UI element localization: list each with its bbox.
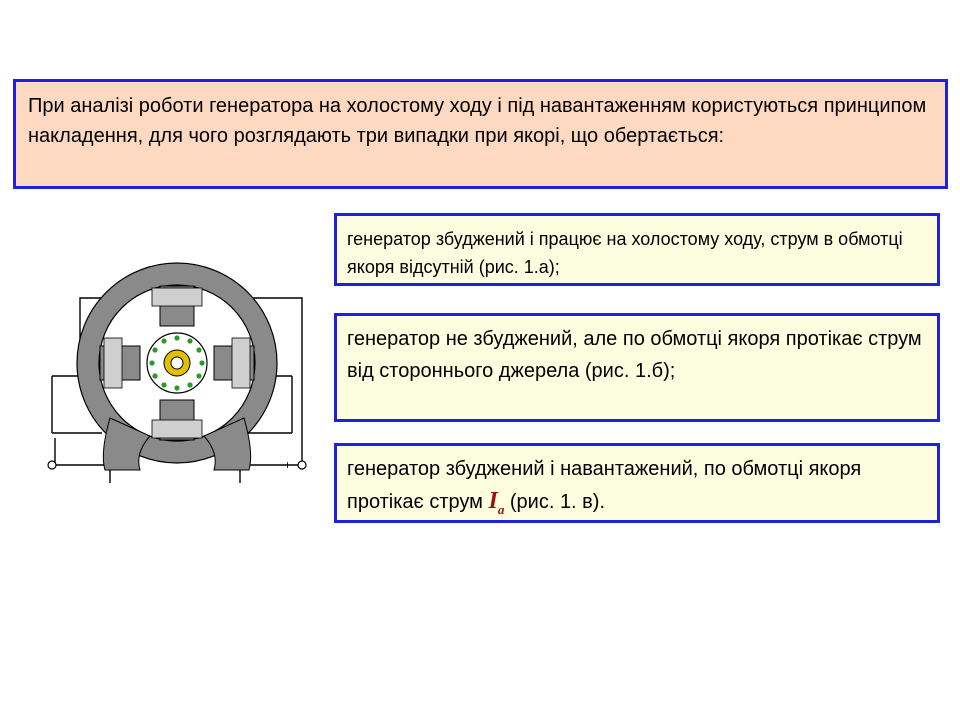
generator-diagram bbox=[40, 258, 315, 490]
case-box-loaded bbox=[334, 443, 940, 523]
intro-text: При аналізі роботи генератора на холостому ходу і під навантаженням користуються принципом накладення, для чого розглядають три випадки при якорі, що обертається: bbox=[28, 95, 927, 147]
case-text: генератор не збуджений, але по обмотці якоря протікає струм від стороннього джерела (рис. 1.б); bbox=[347, 328, 922, 382]
plus-label: + bbox=[284, 458, 292, 472]
current-symbol: $I_a$ bbox=[488, 488, 505, 517]
case-box-idle bbox=[334, 213, 940, 286]
armature bbox=[147, 333, 207, 393]
case-text: генератор збуджений і працює на холостому ходу, струм в обмотці якоря відсутній (рис. 1.а); bbox=[347, 229, 903, 277]
case-text: (рис. 1. в). bbox=[504, 491, 606, 513]
minus-label: − bbox=[62, 458, 70, 472]
case-text: генератор збуджений і навантажений, по обмотці якоря протікає струм bbox=[347, 458, 862, 513]
case-box-external-current bbox=[334, 313, 940, 422]
intro-box bbox=[13, 79, 948, 189]
